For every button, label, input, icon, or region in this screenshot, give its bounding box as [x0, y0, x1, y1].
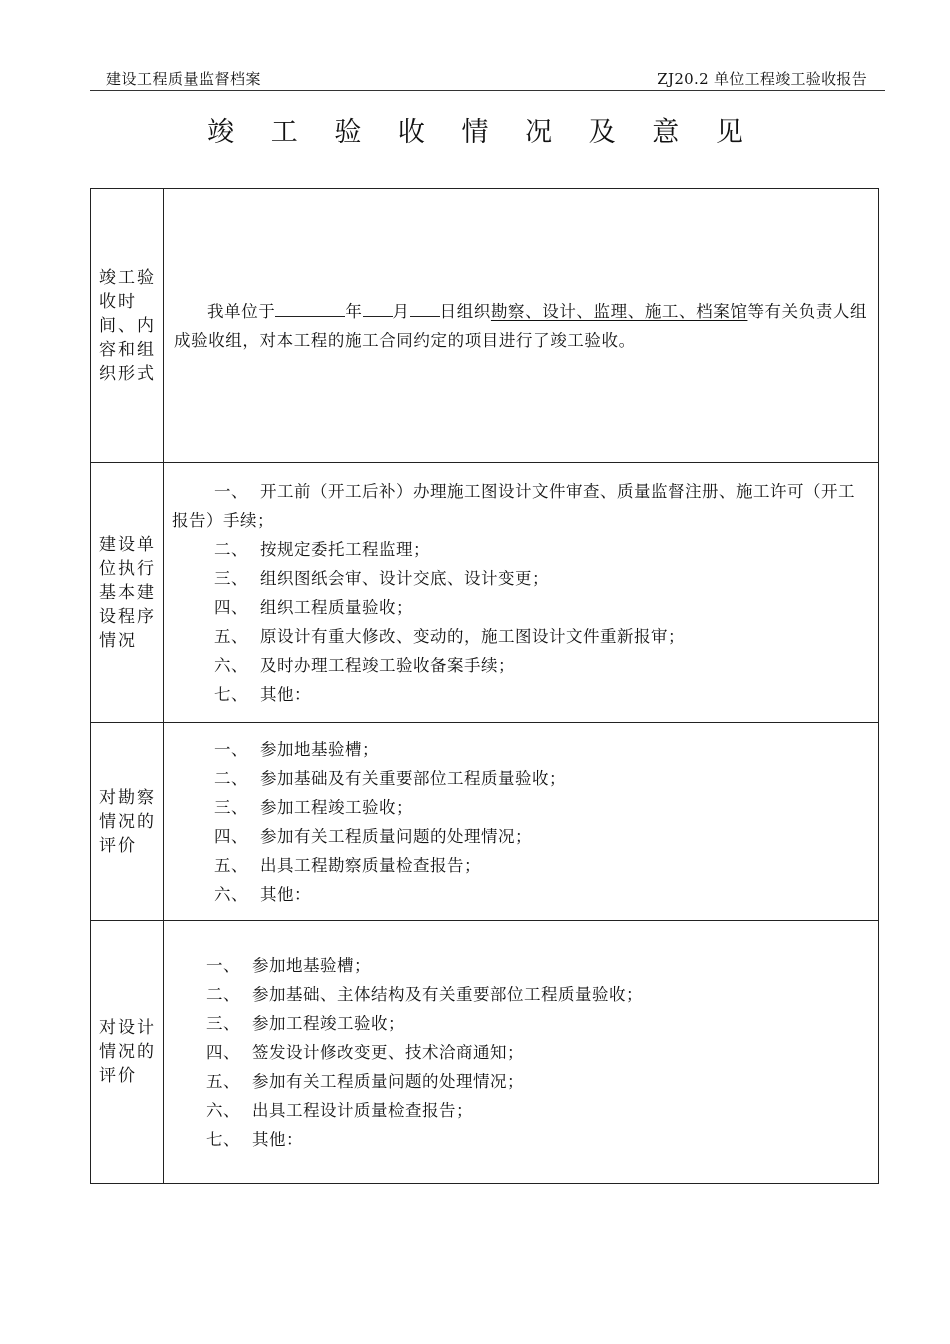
item-text: 出具工程设计质量检查报告； — [252, 1100, 473, 1120]
item-number: 四、 — [206, 1042, 240, 1062]
list-item — [172, 1067, 870, 1096]
list-item — [172, 1009, 870, 1038]
row-label-design-evaluation: 对设计情况的评价 — [91, 921, 164, 1184]
item-number: 二、 — [214, 539, 248, 559]
list-item — [172, 764, 870, 793]
year-label: 年 — [345, 302, 363, 321]
item-number: 七、 — [214, 684, 248, 704]
list-item — [172, 851, 870, 880]
item-text: 出具工程勘察质量检查报告； — [260, 855, 481, 875]
design-evaluation-list — [164, 921, 879, 1184]
text-suffix: 等有关负责人组成验收组，对本工程的施工合同约定的项目进行了竣工验收。 — [174, 302, 868, 350]
item-number: 五、 — [214, 626, 248, 646]
item-text: 参加工程竣工验收； — [260, 797, 413, 817]
item-text: 及时办理工程竣工验收备案手续； — [260, 655, 515, 675]
item-number: 三、 — [206, 1013, 240, 1033]
item-text: 按规定委托工程监理； — [260, 539, 430, 559]
item-text: 组织图纸会审、设计交底、设计变更； — [260, 568, 549, 588]
item-number: 六、 — [214, 884, 248, 904]
item-text: 参加基础、主体结构及有关重要部位工程质量验收； — [252, 984, 643, 1004]
item-number: 三、 — [214, 568, 248, 588]
list-item — [172, 622, 870, 651]
survey-evaluation-list — [164, 723, 879, 921]
list-item — [172, 651, 870, 680]
form-row-construction-procedure — [91, 463, 879, 723]
item-text: 原设计有重大修改、变动的，施工图设计文件重新报审； — [260, 626, 685, 646]
item-text: 参加基础及有关重要部位工程质量验收； — [260, 768, 566, 788]
month-blank[interactable] — [363, 296, 393, 317]
item-number: 三、 — [214, 797, 248, 817]
item-text: 参加有关工程质量问题的处理情况； — [260, 826, 532, 846]
participating-orgs: 勘察、设计、监理、施工、档案馆 — [490, 302, 748, 321]
text-prefix: 我单位于 — [207, 302, 276, 321]
row-label-acceptance-info: 竣工验收时间、内容和组织形式 — [91, 189, 164, 463]
item-text: 组织工程质量验收； — [260, 597, 413, 617]
item-number: 一、 — [206, 955, 240, 975]
item-text: 签发设计修改变更、技术洽商通知； — [252, 1042, 524, 1062]
item-number: 五、 — [206, 1071, 240, 1091]
item-text: 参加地基验槽； — [252, 955, 371, 975]
list-item — [172, 564, 870, 593]
item-number: 四、 — [214, 826, 248, 846]
page-title: 竣 工 验 收 情 况 及 意 见 — [207, 117, 757, 148]
item-text: 参加有关工程质量问题的处理情况； — [252, 1071, 524, 1091]
item-text: 其他： — [252, 1129, 303, 1149]
list-item — [172, 793, 870, 822]
list-item — [172, 1125, 870, 1154]
list-item — [172, 822, 870, 851]
acceptance-form-table — [90, 188, 879, 1184]
item-text: 开工前（开工后补）办理施工图设计文件审查、质量监督注册、施工许可（开工报告）手续； — [172, 481, 855, 530]
list-item — [172, 1038, 870, 1067]
construction-procedure-list — [164, 463, 879, 723]
month-label: 月 — [392, 302, 410, 321]
item-text: 其他： — [260, 684, 311, 704]
list-item — [172, 1096, 870, 1125]
list-item — [172, 477, 870, 535]
list-item — [172, 951, 870, 980]
item-number: 七、 — [206, 1129, 240, 1149]
list-item — [172, 735, 870, 764]
item-number: 四、 — [214, 597, 248, 617]
form-row-acceptance-info — [91, 189, 879, 463]
year-blank[interactable] — [275, 296, 345, 317]
item-text: 参加地基验槽； — [260, 739, 379, 759]
item-number: 二、 — [206, 984, 240, 1004]
item-number: 五、 — [214, 855, 248, 875]
acceptance-info-cell — [164, 189, 879, 463]
item-text: 其他： — [260, 884, 311, 904]
list-item — [172, 980, 870, 1009]
day-blank[interactable] — [410, 296, 440, 317]
item-number: 一、 — [214, 739, 248, 759]
row-label-construction-procedure: 建设单位执行基本建设程序情况 — [91, 463, 164, 723]
form-row-design-evaluation — [91, 921, 879, 1184]
list-item — [172, 880, 870, 909]
item-number: 二、 — [214, 768, 248, 788]
list-item — [172, 680, 870, 709]
item-number: 六、 — [214, 655, 248, 675]
header-report-code: ZJ20.2 单位工程竣工验收报告 — [657, 70, 867, 88]
item-number: 六、 — [206, 1100, 240, 1120]
item-number: 一、 — [214, 481, 248, 501]
item-text: 参加工程竣工验收； — [252, 1013, 405, 1033]
form-row-survey-evaluation — [91, 723, 879, 921]
row-label-survey-evaluation: 对勘察情况的评价 — [91, 723, 164, 921]
list-item — [172, 593, 870, 622]
day-label: 日组织 — [439, 302, 491, 321]
list-item — [172, 535, 870, 564]
acceptance-info-text — [174, 296, 870, 355]
page-header — [90, 66, 885, 91]
header-archive-title: 建设工程质量监督档案 — [106, 70, 262, 88]
